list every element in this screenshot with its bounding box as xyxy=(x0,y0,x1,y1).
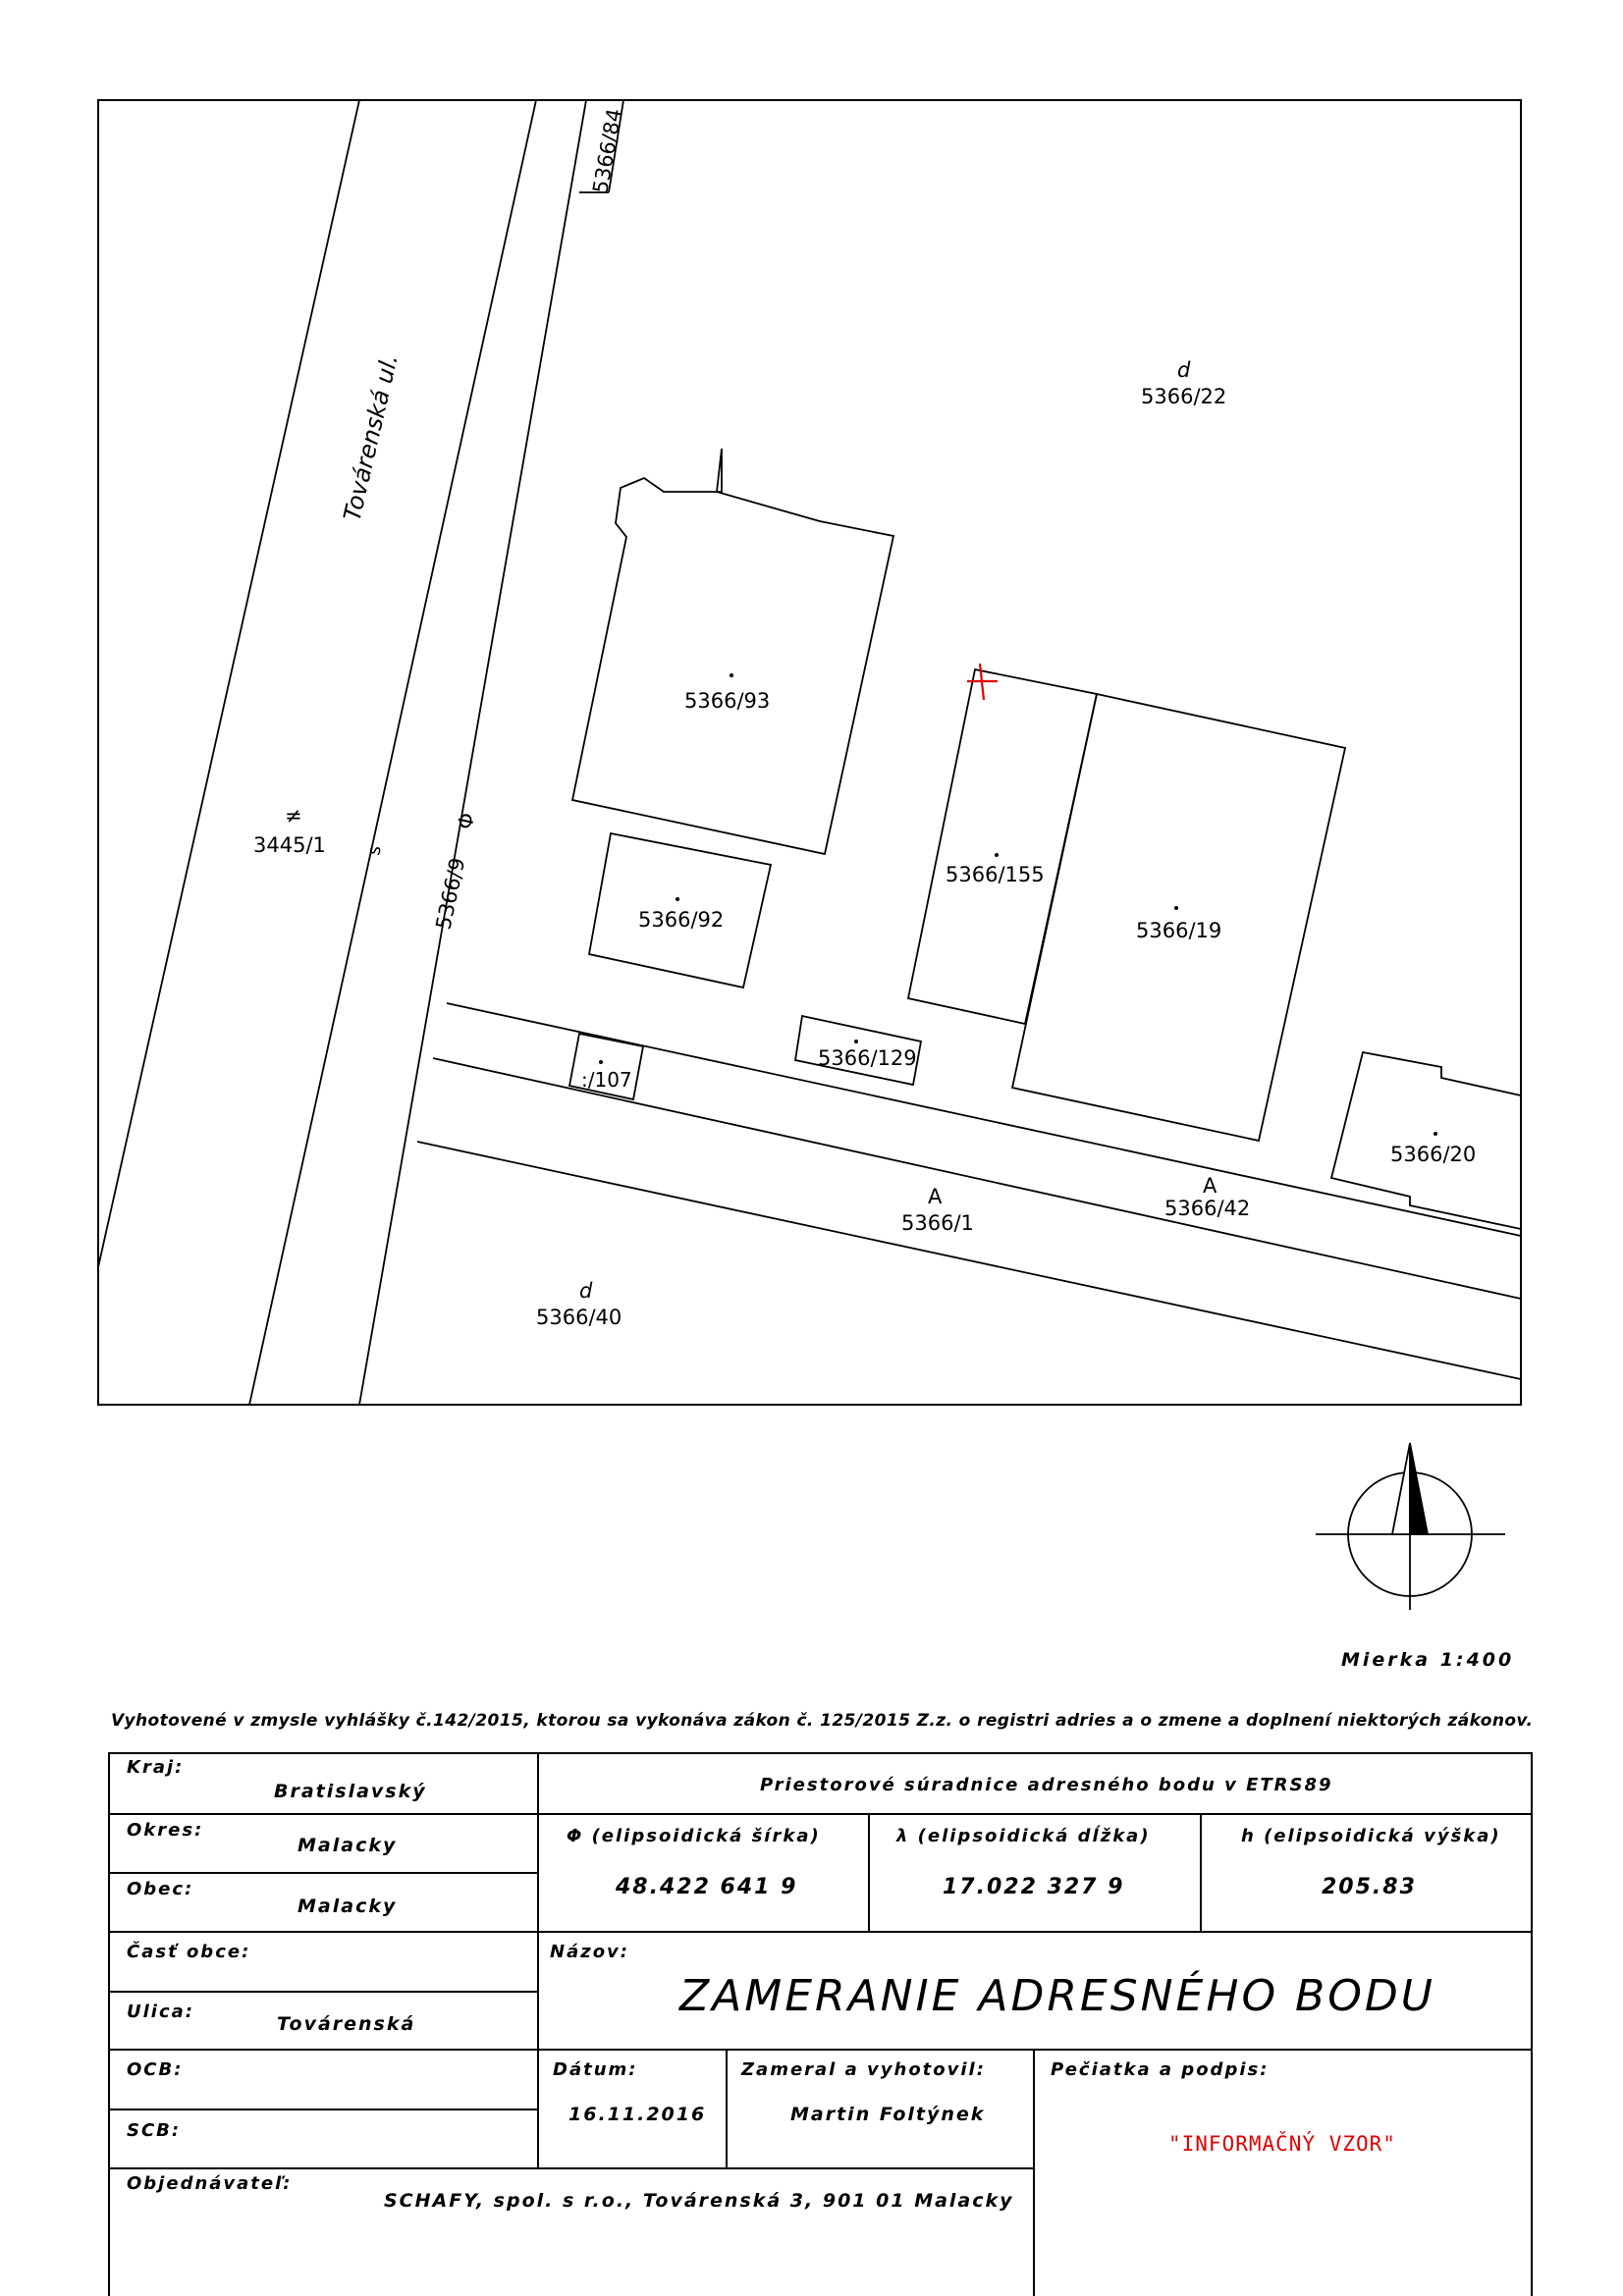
coords-title: Priestorové súradnice adresného bodu v ETRS89 xyxy=(760,1775,1333,1795)
parcel-label: 5366/1 xyxy=(901,1211,974,1235)
land-type-symbol: s xyxy=(363,843,386,858)
land-type-symbol: d xyxy=(579,1279,593,1303)
lambda-label: λ (elipsoidická dĺžka) xyxy=(896,1826,1151,1846)
scb-label: SCB: xyxy=(127,2120,182,2141)
okres-label: Okres: xyxy=(127,1820,204,1841)
cast-obce-label: Časť obce: xyxy=(127,1942,251,1962)
zameral-value: Martin Foltýnek xyxy=(790,2104,986,2125)
obec-label: Obec: xyxy=(127,1879,194,1899)
document-title: ZAMERANIE ADRESNÉHO BODU xyxy=(679,1971,1435,2021)
land-type-symbol: A xyxy=(928,1185,943,1208)
land-type-symbol: A xyxy=(1203,1174,1217,1198)
parcel-label: 5366/42 xyxy=(1164,1197,1251,1220)
land-type-symbol: Φ xyxy=(453,810,480,832)
datum-value: 16.11.2016 xyxy=(568,2104,707,2125)
parcel-label: 5366/129 xyxy=(818,1046,917,1070)
land-type-symbol: ≠ xyxy=(285,804,302,828)
parcel-label: 5366/40 xyxy=(536,1306,622,1329)
obec-value: Malacky xyxy=(298,1896,398,1917)
kraj-label: Kraj: xyxy=(127,1757,185,1778)
land-type-symbol: d xyxy=(1177,358,1191,382)
parcel-label: 5366/20 xyxy=(1390,1143,1477,1166)
datum-label: Dátum: xyxy=(553,2059,638,2080)
kraj-value: Bratislavský xyxy=(274,1781,427,1802)
parcel-label: 5366/84 xyxy=(588,106,627,195)
zameral-label: Zameral a vyhotovil: xyxy=(741,2059,986,2080)
h-value: 205.83 xyxy=(1322,1875,1417,1899)
ocb-label: OCB: xyxy=(127,2059,184,2080)
peciatka-label: Pečiatka a podpis: xyxy=(1051,2059,1270,2080)
nazov-label: Názov: xyxy=(550,1942,629,1962)
parcel-label: 5366/9 xyxy=(431,855,470,933)
street-name: Továrenská ul. xyxy=(338,351,404,524)
parcel-label: :/107 xyxy=(581,1068,632,1092)
ulica-value: Továrenská xyxy=(277,2013,416,2035)
parcel-label: 5366/22 xyxy=(1141,385,1227,408)
parcel-label: 5366/155 xyxy=(946,863,1045,886)
okres-value: Malacky xyxy=(298,1835,398,1856)
ulica-label: Ulica: xyxy=(127,2002,194,2022)
parcel-label: 5366/92 xyxy=(638,908,725,932)
phi-label: Φ (elipsoidická šírka) xyxy=(567,1826,821,1846)
parcel-label: 5366/19 xyxy=(1136,919,1222,942)
decree-text: Vyhotovené v zmysle vyhlášky č.142/2015, ktorou sa vykonáva zákon č. 125/2015 Z.z. o registri adries a o zmene a doplnení niektorých zákonov. xyxy=(111,1711,1534,1731)
parcel-label: 3445/1 xyxy=(253,833,326,857)
objednavatel-value: SCHAFY, spol. s r.o., Továrenská 3, 901 01 Malacky xyxy=(384,2190,1014,2212)
lambda-value: 17.022 327 9 xyxy=(943,1875,1125,1899)
parcel-label: 5366/93 xyxy=(684,689,771,713)
objednavatel-label: Objednávateľ: xyxy=(127,2173,293,2194)
scale-label: Mierka 1:400 xyxy=(1341,1649,1515,1671)
h-label: h (elipsoidická výška) xyxy=(1241,1826,1501,1846)
phi-value: 48.422 641 9 xyxy=(616,1875,798,1899)
stamp-text: "INFORMAČNÝ VZOR" xyxy=(1168,2132,1396,2156)
